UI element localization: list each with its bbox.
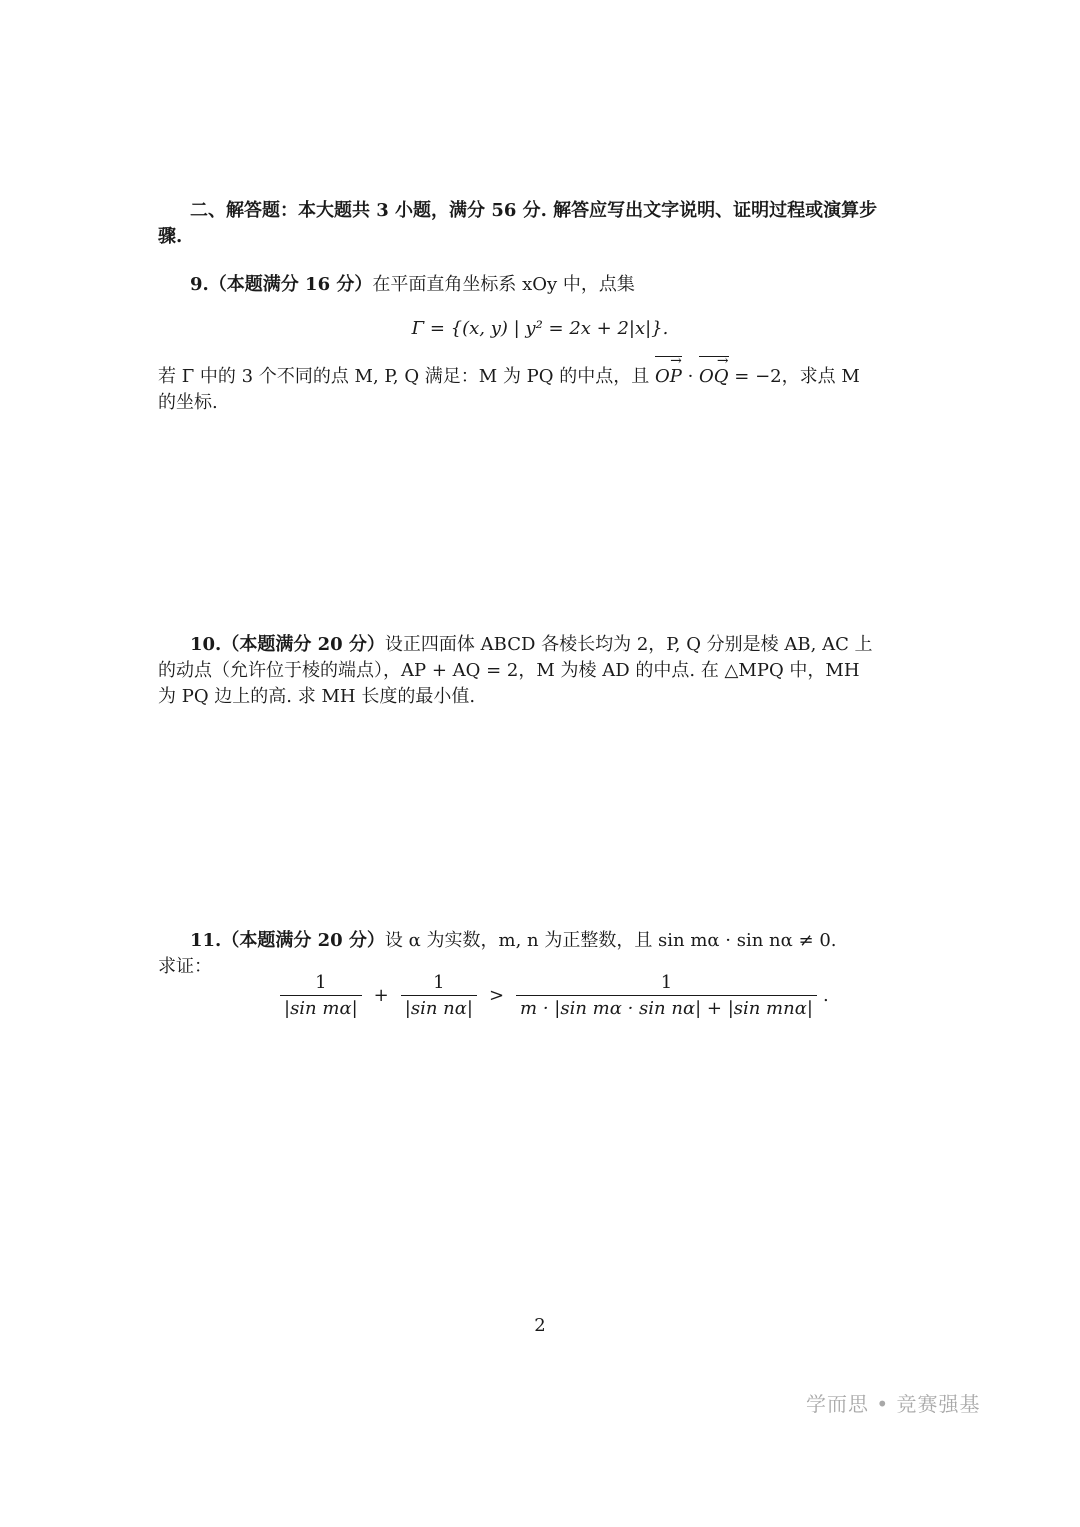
fraction-1-denominator: |sin mα|: [280, 995, 362, 1019]
fraction-3: [516, 972, 817, 1019]
fraction-3-denominator: m · |sin mα · sin nα| + |sin mnα|: [516, 995, 817, 1019]
question-9: [158, 272, 878, 298]
plus-operator: +: [373, 985, 389, 1006]
fraction-1: [280, 972, 362, 1019]
question-11-text: 设 α 为实数，m, n 为正整数，且 sin mα · sin nα ≠ 0.: [384, 930, 837, 951]
fraction-2: [401, 972, 477, 1019]
fraction-2-denominator: |sin nα|: [401, 995, 477, 1019]
question-10: [158, 632, 878, 710]
dot-operator: ·: [681, 366, 700, 387]
fraction-1-numerator: 1: [315, 972, 327, 993]
question-9-equation: Γ = {(x, y) | y² = 2x + 2|x|}.: [411, 318, 669, 339]
question-11-inequality: [274, 972, 829, 1019]
greater-than-operator: >: [488, 985, 505, 1006]
question-10-text: 设正四面体 ABCD 各棱长均为 2，P, Q 分别是棱 AB, AC 上的动点（允许位于棱的端点），AP + AQ = 2，M 为棱 AD 的中点. 在 △MPQ 中，MH 为 PQ 边上的高. 求 MH 长度的最小值.: [158, 634, 873, 707]
section-heading: 二、解答题：本大题共 3 小题，满分 56 分. 解答应写出文字说明、证明过程或演算步骤.: [158, 200, 878, 247]
page-number: 2: [534, 1315, 546, 1336]
question-10-lead: 10.（本题满分 20 分）: [190, 634, 385, 655]
question-9-condition-b: = −2，求点 M 的坐标.: [158, 366, 860, 413]
vector-op: → OP: [655, 364, 682, 390]
question-11-prove: 求证：: [158, 956, 212, 977]
fraction-3-numerator: 1: [660, 972, 673, 993]
inequality-end: .: [822, 985, 829, 1006]
question-9-condition: [158, 364, 878, 416]
watermark: 学而思 • 竞赛强基: [806, 1392, 981, 1416]
fraction-2-numerator: 1: [433, 972, 445, 993]
question-9-lead: 9.（本题满分 16 分）: [190, 274, 373, 295]
question-11-lead: 11.（本题满分 20 分）: [190, 930, 385, 951]
question-9-text: 在平面直角坐标系 xOy 中，点集: [372, 274, 635, 295]
question-9-condition-a: 若 Γ 中的 3 个不同的点 M, P, Q 满足：M 为 PQ 的中点，且: [158, 366, 655, 387]
vector-oq: → OQ: [699, 364, 729, 390]
